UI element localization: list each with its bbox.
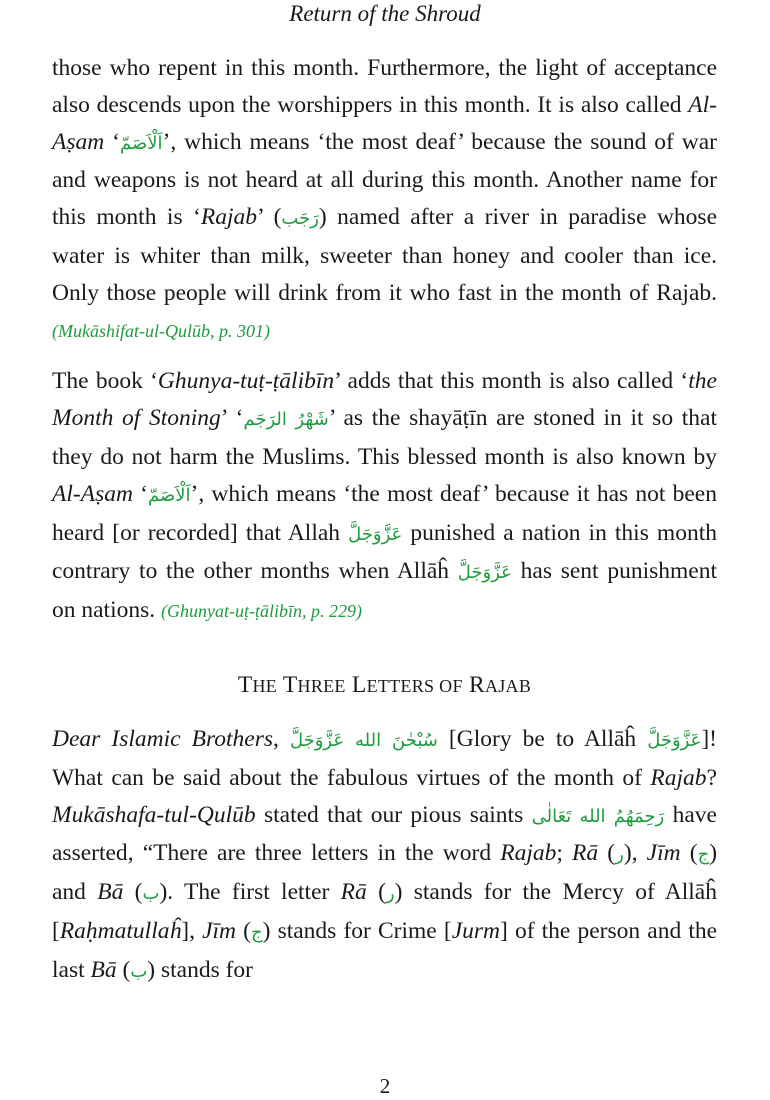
text-run: ( bbox=[123, 879, 143, 906]
paragraph-2 bbox=[52, 363, 717, 630]
arabic-letter-ba: ب bbox=[130, 960, 148, 982]
text-run: ; bbox=[556, 840, 573, 867]
text-run: ( bbox=[598, 840, 616, 867]
arabic-azza-wa-jall: عَزَّوَجَلَّ bbox=[348, 523, 403, 545]
text-run: ? bbox=[706, 764, 717, 791]
text-run: those who repent in this month. Furthermore, the light of acceptance also descends upon the worshippers in this month. It is also called bbox=[52, 55, 717, 118]
text-run: ) stands for the Mercy of Allāĥ [ bbox=[52, 879, 717, 944]
text-run: ( bbox=[680, 840, 698, 867]
arabic-shahr-ur-rajam: شَهْرُ الرَجَم bbox=[243, 409, 329, 431]
text-run: ]! What can be said about the fabulous virtues of the month of bbox=[52, 725, 718, 791]
text-run: ( bbox=[366, 879, 386, 906]
arabic-letter-ba: ب bbox=[142, 883, 160, 905]
text-run: punished a nation in this month contrary to the other months when Allāĥ bbox=[52, 519, 717, 585]
heading-smallcaps: HREE bbox=[297, 675, 346, 696]
term-month-of-stoning: the Month of Stoning bbox=[52, 368, 717, 432]
paragraph-1 bbox=[52, 50, 717, 349]
text-run: ’ ‘ bbox=[220, 405, 244, 432]
term-jim: Jīm bbox=[646, 840, 681, 867]
term-al-asam: Al-Aṣam bbox=[52, 480, 133, 507]
term-rajab: Rajab bbox=[650, 764, 707, 791]
arabic-letter-ra: ر bbox=[615, 844, 624, 866]
term-ba: Bā bbox=[90, 956, 117, 983]
arabic-letter-jim: ج bbox=[697, 844, 710, 866]
text-run: The book ‘ bbox=[52, 368, 158, 395]
reference-citation: (Ghunyat-uṭ-ṭālibīn, p. 229) bbox=[161, 601, 362, 622]
section-heading bbox=[52, 672, 717, 699]
heading-smallcaps: ETTERS OF bbox=[366, 675, 463, 696]
arabic-al-asam: اَلْاَصَمّ bbox=[119, 132, 163, 154]
text-run: ) stands for Crime [ bbox=[262, 917, 452, 944]
term-al-asam: Al-Aṣam bbox=[52, 91, 717, 155]
text-run: ’, which means ‘the most deaf’ because it has not been heard [or recorded] that Allah bbox=[52, 480, 717, 546]
heading-initial: T bbox=[237, 671, 253, 698]
arabic-azza-wa-jall: عَزَّوَجَلَّ bbox=[647, 729, 702, 751]
book-title: Mukāshafa-tul-Qulūb bbox=[52, 801, 256, 828]
heading-initial: L bbox=[351, 671, 367, 698]
text-run: ’ adds that this month is also called ‘ bbox=[334, 368, 689, 395]
arabic-rahimahum-allah: رَحِمَهُمُ الله تَعَالٰى bbox=[531, 805, 665, 827]
arabic-azza-wa-jall: عَزَّوَجَلَّ bbox=[457, 562, 512, 584]
term-ra: Rā bbox=[572, 840, 599, 867]
arabic-rajab: رَجَب bbox=[281, 208, 319, 230]
text-run: ], bbox=[181, 917, 203, 944]
text-run: ) named after a river in paradise whose water is whiter than milk, sweeter than honey and cooler than ice. Only those people will drink from it who fast in the month of Rajab. bbox=[52, 204, 718, 306]
text-run: , bbox=[273, 725, 290, 752]
page-number: 2 bbox=[379, 1074, 391, 1098]
salutation: Dear Islamic Brothers bbox=[52, 725, 273, 752]
text-run: ’ ( bbox=[257, 204, 282, 231]
page-body bbox=[52, 50, 717, 991]
text-run: ] of the person and the last bbox=[52, 917, 718, 983]
term-jurm: Jurm bbox=[451, 917, 500, 944]
arabic-letter-ra: ر bbox=[385, 883, 395, 905]
reference-citation: (Mukāshifat-ul-Qulūb, p. 301) bbox=[52, 320, 270, 341]
text-run: ’, which means ‘the most deaf’ because the sound of war and weapons is not heard at all during this month. Another name for this month is ‘ bbox=[52, 128, 717, 231]
term-ra: Rā bbox=[340, 879, 367, 906]
text-run: ( bbox=[236, 917, 251, 944]
text-run: ), bbox=[623, 840, 647, 867]
text-run: ) stands for bbox=[147, 956, 254, 983]
term-rajab: Rajab bbox=[500, 840, 557, 867]
heading-smallcaps: AJAB bbox=[484, 675, 532, 696]
text-run: ( bbox=[116, 956, 131, 983]
term-ba: Bā bbox=[97, 879, 124, 906]
text-run: ‘ bbox=[132, 480, 148, 507]
text-run: ). The first letter bbox=[159, 879, 341, 906]
term-rahmatullah: Raḥmatullaĥ bbox=[59, 917, 182, 944]
text-run: have asserted, “There are three letters in the word bbox=[52, 801, 717, 867]
heading-smallcaps: HE bbox=[252, 675, 278, 696]
text-run: ’ as the shayāṭīn are stoned in it so that they do not harm the Muslims. This blessed month is also known by bbox=[52, 405, 717, 470]
text-run: [Glory be to Allāĥ bbox=[437, 725, 648, 752]
text-run: ) and bbox=[52, 840, 718, 906]
arabic-letter-jim: ج bbox=[251, 921, 263, 943]
term-jim: Jīm bbox=[202, 917, 237, 944]
arabic-al-asam: اَلْاَصَمّ bbox=[147, 484, 191, 506]
running-title: Return of the Shroud bbox=[289, 1, 481, 26]
term-rajab: Rajab bbox=[200, 204, 258, 231]
heading-initial: T bbox=[282, 671, 298, 698]
text-run: stated that our pious saints bbox=[255, 801, 532, 828]
heading-initial: R bbox=[468, 671, 485, 698]
arabic-subhan-allah: سُبْحٰنَ الله عَزَّوَجَلَّ bbox=[289, 729, 438, 751]
paragraph-3 bbox=[52, 721, 717, 991]
text-run: ‘ bbox=[104, 128, 120, 155]
text-run: has sent punishment on nations. bbox=[52, 558, 717, 624]
book-title: Ghunya-tuṭ-ṭālibīn bbox=[157, 368, 335, 395]
